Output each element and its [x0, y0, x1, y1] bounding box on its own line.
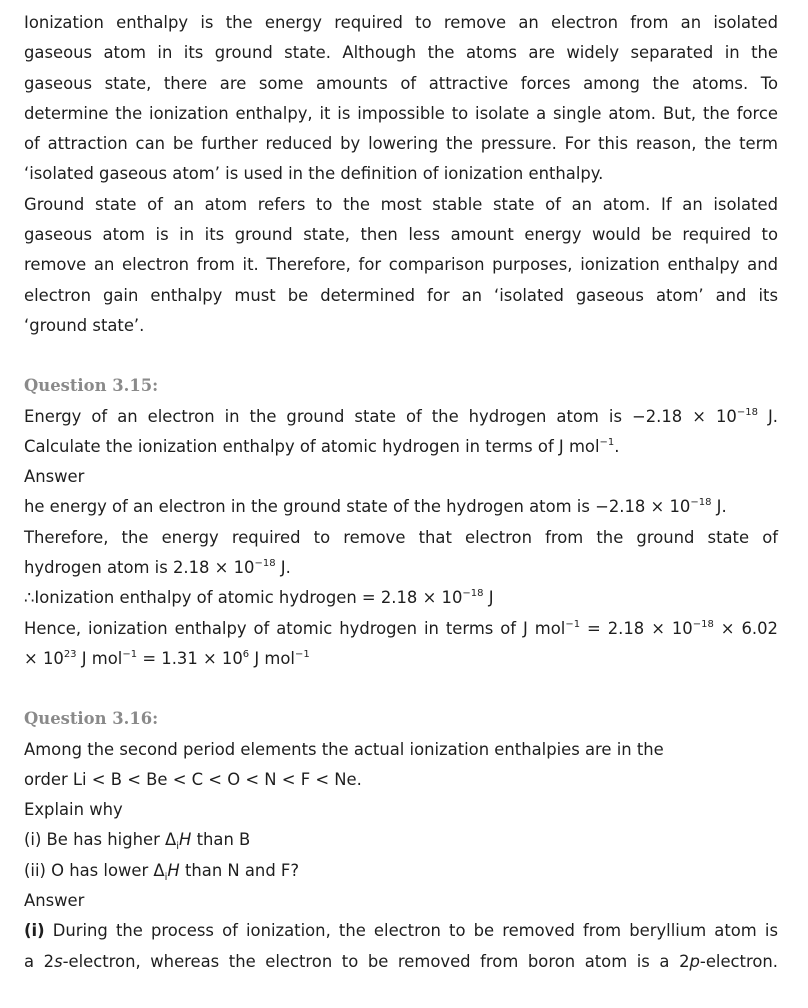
question-text-line: Among the second period elements the actual ionization enthalpies are in the — [24, 739, 664, 759]
text-line: remove an electron from it. Therefore, for comparison purposes, ionization enthalpy and — [24, 255, 778, 275]
intro-paragraph-2 — [24, 190, 778, 341]
question-heading: Question 3.16: — [24, 709, 159, 729]
text-line: Ionization enthalpy is the energy required to remove an electron from an isolated — [24, 13, 778, 32]
answer-text-line: a 2s-electron, whereas the electron to be removed from boron atom is a 2p-electron. — [24, 951, 778, 971]
text-line: of attraction can be further reduced by lowering the pressure. For this reason, the term — [24, 134, 778, 154]
question-text-line: Calculate the ionization enthalpy of atomic hydrogen in terms of J mol$^{-1}$. — [24, 436, 620, 456]
answer-text-line: ∴Ionization enthalpy of atomic hydrogen = $2.18 \times 10^{-18}$ J — [24, 588, 494, 608]
question-text-line: Energy of an electron in the ground state of the hydrogen atom is $-2.18 \times 10^{-18}$ J. — [24, 406, 778, 426]
question-3-16 — [24, 704, 778, 977]
answer-label: Answer — [24, 891, 85, 911]
answer-text-line: × $10^{23}$ J $mol^{-1} = 1.31 \times 10^6$ J mol$^{-1}$ — [24, 648, 310, 668]
question-text-line: order Li < B < Be < C < O < N < F < Ne. — [24, 769, 362, 789]
text-line: gaseous atom is in its ground state, then less amount energy would be required to — [24, 225, 778, 245]
answer-text-line: hydrogen atom is $2.18 \times 10^{-18}$ J. — [24, 558, 291, 578]
answer-label: Answer — [24, 467, 85, 487]
text-line: gaseous atom in its ground state. Although the atoms are widely separated in the — [24, 43, 778, 63]
answer-text-line: (i) During the process of ionization, the electron to be removed from beryllium atom is — [24, 921, 778, 941]
answer-text-line: he energy of an electron in the ground state of the hydrogen atom is $-2.18 \times 10^{-18}$ J. — [24, 497, 727, 517]
text-line: ‘isolated gaseous atom’ is used in the definition of ionization enthalpy. — [24, 164, 604, 184]
question-text-line: Explain why — [24, 800, 123, 820]
answer-text-line: Hence, ionization enthalpy of atomic hydrogen in terms of J $mol^{-1} = 2.18 \times 10^{-18} \times 6.02$ — [24, 618, 778, 638]
text-line: electron gain enthalpy must be determined for an ‘isolated gaseous atom’ and its — [24, 285, 778, 305]
question-text-line: (i) Be has higher $\Delta_iH$ than B — [24, 830, 251, 853]
question-heading: Question 3.15: — [24, 376, 159, 396]
answer-text-line: Therefore, the energy required to remove that electron from the ground state of — [24, 527, 778, 547]
text-line: determine the ionization enthalpy, it is impossible to isolate a single atom. But, the force — [24, 103, 778, 123]
part-label: (i) — [24, 921, 45, 941]
intro-paragraph-1 — [24, 8, 778, 190]
question-3-15 — [24, 371, 778, 674]
question-text-line: (ii) O has lower $\Delta_iH$ than N and F? — [24, 860, 300, 883]
text-line: ‘ground state’. — [24, 315, 145, 335]
text-line: gaseous state, there are some amounts of attractive forces among the atoms. To — [24, 73, 778, 93]
text-line: Ground state of an atom refers to the most stable state of an atom. If an isolated — [24, 194, 778, 214]
